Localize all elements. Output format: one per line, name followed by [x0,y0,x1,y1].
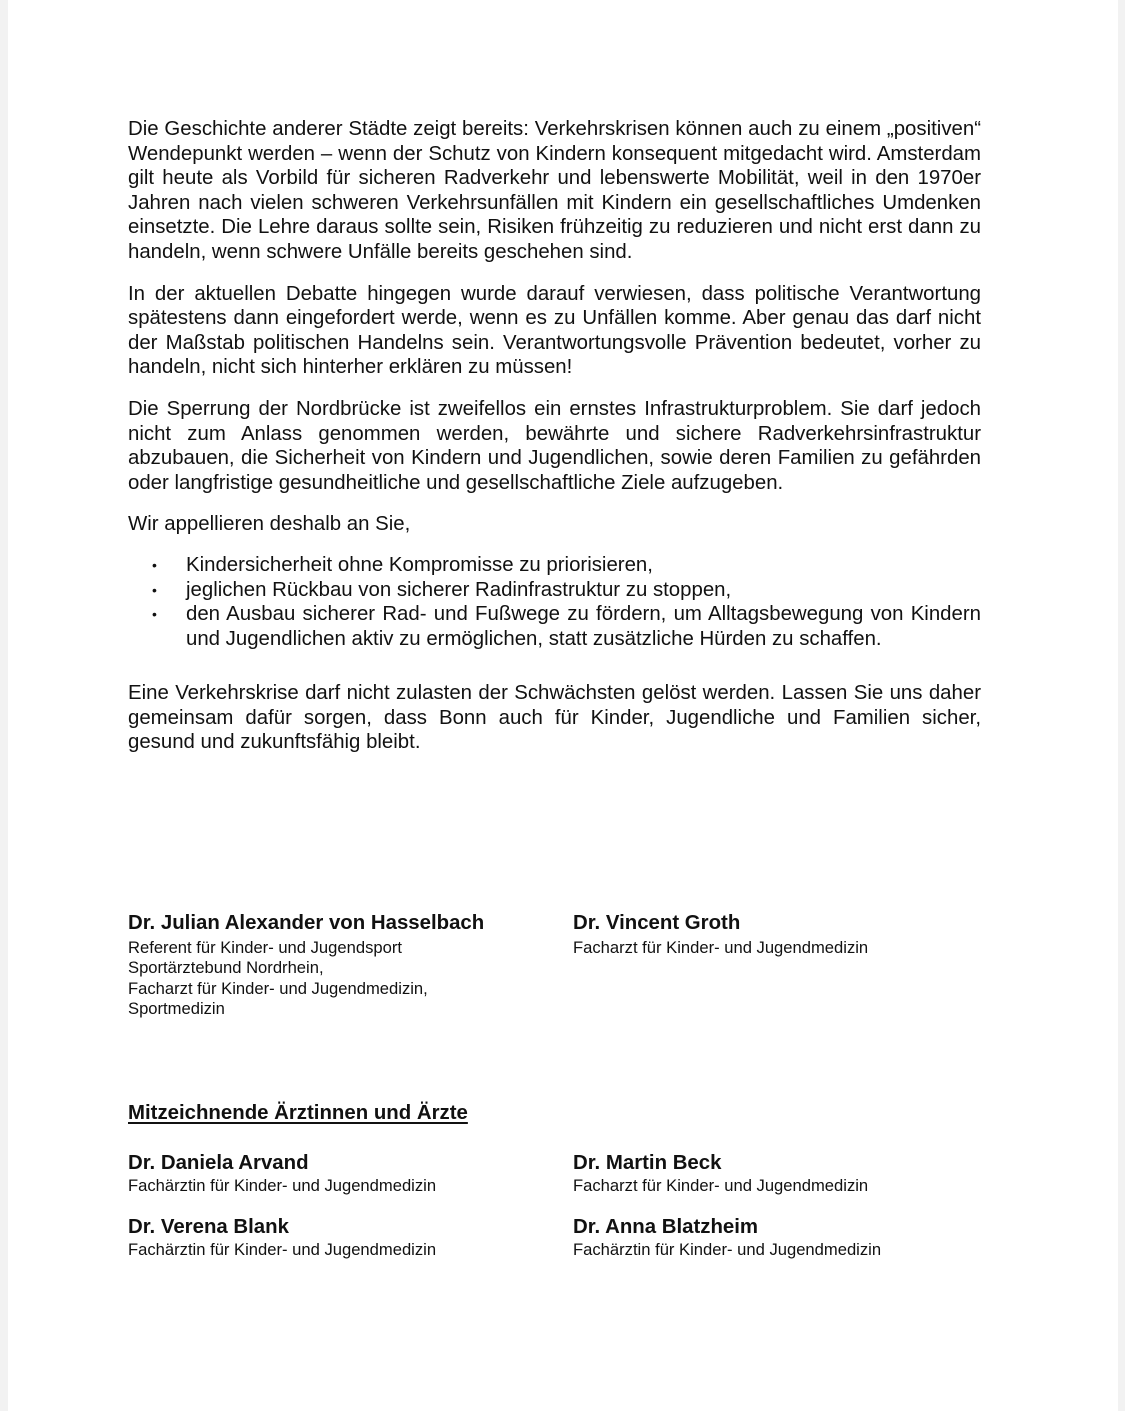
cosigners-heading: Mitzeichnende Ärztinnen und Ärzte [128,1102,468,1124]
cosigners-list [128,1150,988,1280]
cosigner-role: Fachärztin für Kinder- und Jugendmedizin [128,1240,437,1259]
list-item-text: den Ausbau sicherer Rad- und Fußwege zu fördern, um Alltagsbewegung von Kindern und Jugendlichen aktiv zu ermöglichen, statt zusätzliche Hürden zu schaffen. [186,603,981,650]
signer-roles [128,938,548,1020]
signer-name: Dr. Vincent Groth [573,912,741,934]
signer-roles [573,938,993,958]
cosigner-blank [128,1214,548,1260]
signer-hasselbach [128,910,548,1020]
signer-role-line: Referent für Kinder- und Jugendsport [128,938,402,957]
list-item [128,578,981,603]
cosigner-name: Dr. Martin Beck [573,1152,722,1174]
paragraph-appeal-intro: Wir appellieren deshalb an Sie, [128,513,411,536]
cosigner-role: Fachärztin für Kinder- und Jugendmedizin [573,1240,882,1259]
letter-body [128,117,981,755]
cosigner-blatzheim [573,1214,993,1260]
appeal-list [128,553,981,651]
list-item-text: jeglichen Rückbau von sicherer Radinfrastruktur zu stoppen, [186,578,732,601]
cosigner-name: Dr. Anna Blatzheim [573,1216,759,1238]
bullet-icon: • [152,606,157,623]
bullet-icon: • [152,581,157,598]
paragraph-closing: Eine Verkehrskrise darf nicht zulasten der Schwächsten gelöst werden. Lassen Sie uns daher gemeinsam dafür sorgen, dass Bonn auch für Kinder, Jugendliche und Familien sicher, gesund und zukunftsfähig bleibt. [128,682,981,754]
list-item [128,553,981,578]
signer-groth [573,910,993,958]
paragraph-debate: In der aktuellen Debatte hingegen wurde darauf verwiesen, dass politische Verantwortung spätestens dann eingefordert werde, wenn es zu Unfällen komme. Aber genau das darf nicht der Maßstab politischen Handelns sein. Verantwortungsvolle Prävention bedeutet, vorher zu handeln, nicht sich hinterher erklären zu müssen! [128,282,981,379]
cosigner-arvand [128,1150,548,1196]
cosigner-role: Facharzt für Kinder- und Jugendmedizin [573,1176,869,1195]
signer-role-line: Sportmedizin [128,999,225,1019]
signer-role-line: Facharzt für Kinder- und Jugendmedizin, [128,978,428,998]
bullet-icon: • [152,556,157,573]
cosigner-role: Fachärztin für Kinder- und Jugendmedizin [128,1176,437,1195]
cosigner-beck [573,1150,993,1196]
list-item-text: Kindersicherheit ohne Kompromisse zu priorisieren, [186,553,653,576]
signer-role-line: Facharzt für Kinder- und Jugendmedizin [573,938,869,957]
signer-name: Dr. Julian Alexander von Hasselbach [128,912,485,934]
signer-role-line: Sportärztebund Nordrhein, [128,958,324,978]
list-item [128,602,981,651]
paragraph-amsterdam: Die Geschichte anderer Städte zeigt bereits: Verkehrskrisen können auch zu einem „positiven“ Wendepunkt werden – wenn der Schutz von Kindern konsequent mitgedacht wird. Amsterdam gilt heute als Vorbild für sicheren Radverkehr und lebenswerte Mobilität, weil in den 1970er Jahren nach vielen schweren Verkehrsunfällen mit Kindern ein gesellschaftliches Umdenken einsetzte. Die Lehre daraus sollte sein, Risiken frühzeitig zu reduzieren und nicht erst dann zu handeln, wenn schwere Unfälle bereits geschehen sind. [128,118,981,263]
paragraph-nordbruecke: Die Sperrung der Nordbrücke ist zweifellos ein ernstes Infrastrukturproblem. Sie darf jedoch nicht zum Anlass genommen werden, bewährte und sichere Radverkehrsinfrastruktur abzubauen, die Sicherheit von Kindern und Jugendlichen, sowie deren Familien zu gefährden oder langfristige gesundheitliche und gesellschaftliche Ziele aufzugeben. [128,397,981,494]
cosigner-name: Dr. Daniela Arvand [128,1152,309,1174]
cosigner-name: Dr. Verena Blank [128,1216,289,1238]
